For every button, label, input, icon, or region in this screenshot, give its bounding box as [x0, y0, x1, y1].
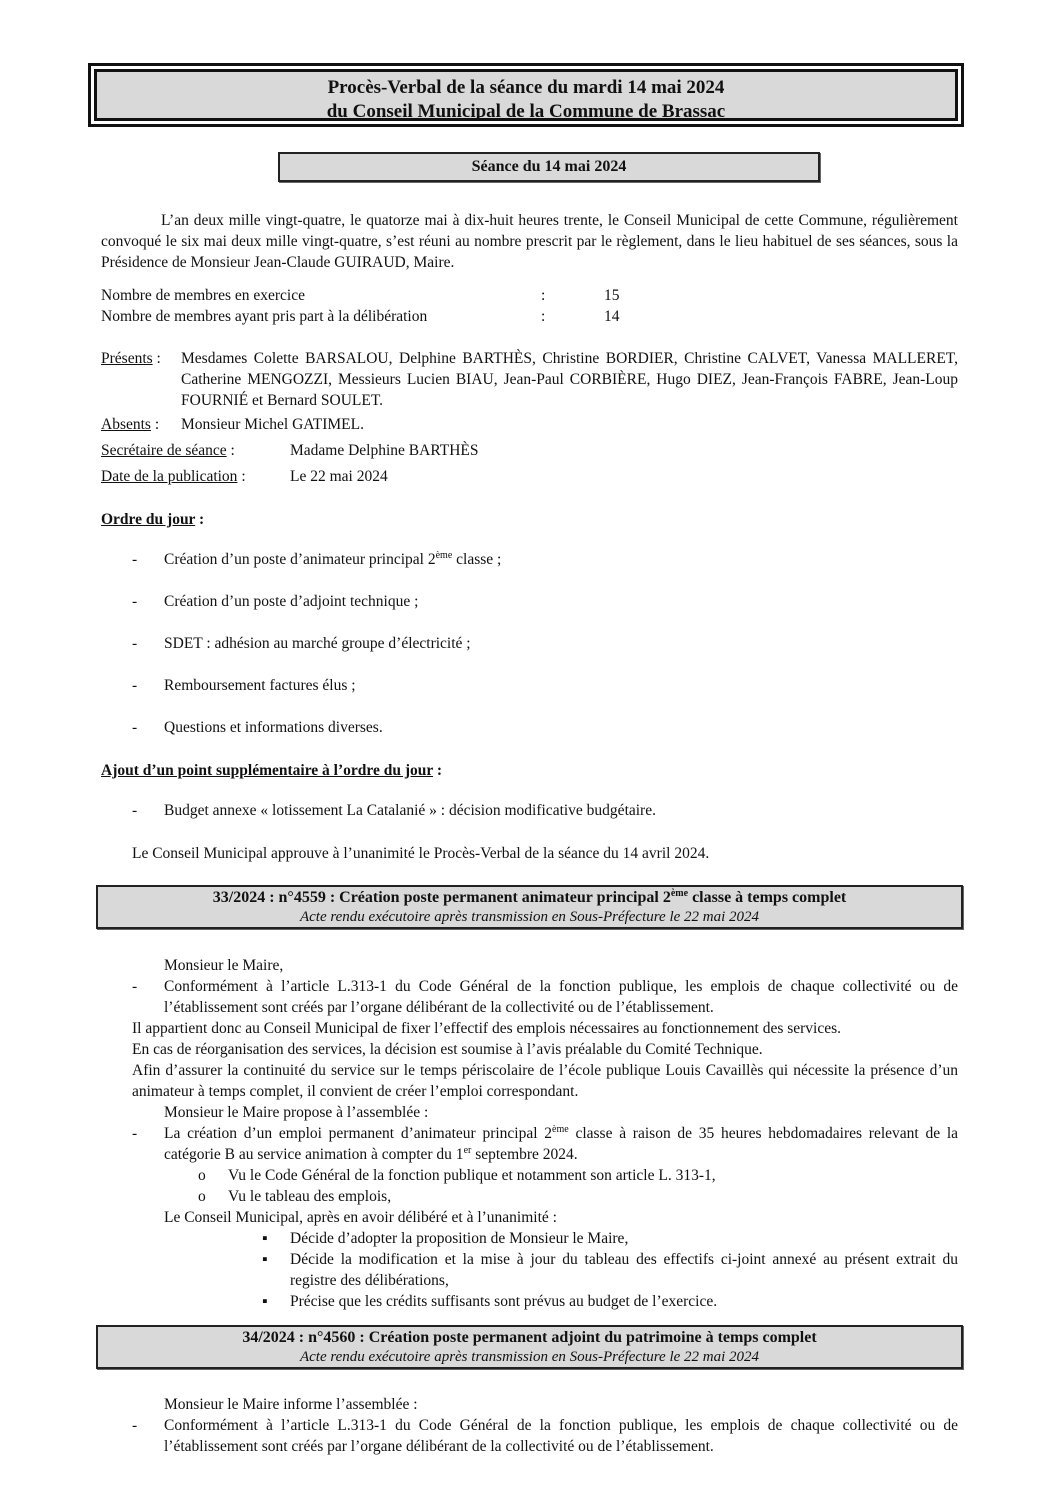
vu-item: Vu le tableau des emplois,: [228, 1188, 392, 1205]
dash-bullet-icon: -: [132, 802, 138, 819]
deliberation-34-header: [96, 1325, 963, 1369]
vu-item: Vu le Code Général de la fonction publique et notamment son article L. 313-1,: [228, 1167, 716, 1184]
ajout-heading-suffix: :: [433, 762, 443, 779]
point2-pre: La création d’un emploi permanent d’animateur principal 2: [164, 1125, 553, 1142]
absents-sep: :: [150, 416, 160, 433]
publication-label: Date de la publication: [101, 468, 238, 485]
absents-label: Absents: [101, 416, 151, 433]
dash-bullet-icon: -: [132, 1417, 138, 1434]
decision-item: Décide la modification et la mise à jour du tableau des effectifs ci-joint annexé au présent extrait du registre des délibérations,: [290, 1251, 958, 1289]
deliberation-point2: [164, 1123, 958, 1165]
dash-bullet-icon: -: [132, 978, 138, 995]
dash-bullet-icon: -: [132, 677, 138, 694]
deliberation-title: 34/2024 : n°4560 : Création poste permanent adjoint du patrimoine à temps complet: [242, 1329, 817, 1346]
ordre-item-text: Création d’un poste d’adjoint technique ;: [164, 593, 419, 610]
presents-block: [101, 348, 958, 411]
deliberation-para3: Afin d’assurer la continuité du service sur le temps périscolaire de l’école publique Louis Cavaillès qui nécessite la présence d’un animateur à temps complet, il convient de créer l’emploi correspondant.: [132, 1062, 958, 1100]
deliberation-title-pre: 33/2024 : n°4559 : Création poste permanent animateur principal 2: [212, 889, 671, 906]
title-line2: du Conseil Municipal de la Commune de Brassac: [326, 101, 726, 122]
deliberation-title-sup: ème: [670, 888, 689, 899]
secretaire-row: [101, 440, 479, 461]
ajout-item-text: Budget annexe « lotissement La Catalanié » : décision modificative budgétaire.: [164, 802, 656, 819]
deliberation-point1: Conformément à l’article L.313-1 du Code Général de la fonction publique, les emplois de chaque collectivité ou de l’établissement sont créés par l’organe délibérant de la collectivité ou de l’établissement.: [164, 978, 958, 1016]
deliberation-subtitle: Acte rendu exécutoire après transmission en Sous-Préfecture le 22 mai 2024: [299, 1349, 760, 1365]
dash-bullet-icon: -: [132, 593, 138, 610]
point2-post: septembre 2024.: [471, 1146, 578, 1163]
dash-bullet-icon: -: [132, 1125, 138, 1142]
presents-label: [101, 348, 161, 369]
intro-paragraph: L’an deux mille vingt-quatre, le quatorze mai à dix-huit heures trente, le Conseil Municipal de cette Commune, régulièrement convoqué le six mai deux mille vingt-quatre, s’est réuni au nombre prescrit par le règlement, dans le lieu habituel de ses séances, sous la Présidence de Monsieur Jean-Claude GUIRAUD, Maire.: [101, 212, 958, 271]
dash-bullet-icon: -: [132, 635, 138, 652]
deliberation-opening: Monsieur le Maire informe l’assemblée :: [164, 1396, 418, 1413]
point2-sup2: er: [463, 1145, 472, 1156]
presents-label-text: Présents: [101, 350, 153, 367]
secretaire-label: Secrétaire de séance: [101, 442, 227, 459]
decision-item: Décide d’adopter la proposition de Monsieur le Maire,: [290, 1230, 629, 1247]
point2-mid: classe à raison de 35 heures hebdomadaires relevant de la catégorie B au service animation à compter du 1: [164, 1125, 959, 1163]
deliberation-para1: Il appartient donc au Conseil Municipal de fixer l’effectif des emplois nécessaires au fonctionnement des services.: [132, 1020, 842, 1037]
absents-text: Monsieur Michel GATIMEL.: [181, 416, 364, 433]
ordre-item-text: [164, 549, 501, 570]
count-row: [101, 306, 620, 327]
deliberation-propose: Monsieur le Maire propose à l’assemblée :: [164, 1104, 429, 1121]
ordre-item-text-after: classe ;: [452, 551, 502, 568]
ordre-item-text: Remboursement factures élus ;: [164, 677, 356, 694]
circle-bullet-icon: o: [198, 1167, 206, 1184]
seance-box: Séance du 14 mai 2024: [278, 152, 820, 182]
deliberation-conseil: Le Conseil Municipal, après en avoir délibéré et à l’unanimité :: [164, 1209, 557, 1226]
presents-sep: :: [152, 350, 161, 367]
ordre-item-text: Questions et informations diverses.: [164, 719, 383, 736]
square-bullet-icon: ▪: [262, 1230, 268, 1247]
approval-text: Le Conseil Municipal approuve à l’unanimité le Procès-Verbal de la séance du 14 avril 2024.: [132, 845, 710, 862]
square-bullet-icon: ▪: [262, 1293, 268, 1310]
deliberation-title-post: classe à temps complet: [688, 889, 847, 906]
ordre-heading: [101, 509, 204, 530]
title-inner: [94, 69, 958, 121]
point2-sup: ème: [552, 1124, 569, 1135]
circle-bullet-icon: o: [198, 1188, 206, 1205]
count-sep: :: [541, 308, 546, 325]
absents-row: [101, 414, 364, 435]
count-value: 15: [604, 287, 620, 304]
ordre-item-text-main: Création d’un poste d’animateur principal 2: [164, 551, 436, 568]
count-sep: :: [541, 287, 546, 304]
ajout-heading: [101, 760, 442, 781]
dash-bullet-icon: -: [132, 719, 138, 736]
title-box: [88, 63, 964, 127]
deliberation-subtitle: Acte rendu exécutoire après transmission en Sous-Préfecture le 22 mai 2024: [299, 909, 760, 925]
count-row: [101, 285, 620, 306]
square-bullet-icon: ▪: [262, 1251, 268, 1268]
count-label: Nombre de membres ayant pris part à la délibération: [101, 308, 428, 325]
ordre-heading-suffix: :: [195, 511, 205, 528]
ordre-heading-text: Ordre du jour: [101, 511, 196, 528]
publication-sep: :: [237, 468, 246, 485]
deliberation-para2: En cas de réorganisation des services, la décision est soumise à l’avis préalable du Comité Technique.: [132, 1041, 763, 1058]
deliberation-opening: Monsieur le Maire,: [164, 957, 284, 974]
count-label: Nombre de membres en exercice: [101, 287, 305, 304]
secretaire-sep: :: [226, 442, 235, 459]
title-line1: Procès-Verbal de la séance du mardi 14 mai 2024: [327, 77, 725, 98]
presents-text: Mesdames Colette BARSALOU, Delphine BARTHÈS, Christine BORDIER, Christine CALVET, Vanessa MALLERET, Catherine MENGOZZI, Messieurs Lucien BIAU, Jean-Paul CORBIÈRE, Hugo DIEZ, Jean-François FABRE, Jean-Loup FOURNIÉ et Bernard SOULET.: [181, 350, 958, 409]
ordre-item-text: SDET : adhésion au marché groupe d’électricité ;: [164, 635, 471, 652]
secretaire-text: Madame Delphine BARTHÈS: [290, 442, 479, 459]
count-value: 14: [604, 308, 620, 325]
dash-bullet-icon: -: [132, 551, 138, 568]
ajout-heading-text: Ajout d’un point supplémentaire à l’ordre du jour: [101, 762, 434, 779]
decision-item: Précise que les crédits suffisants sont prévus au budget de l’exercice.: [290, 1293, 718, 1310]
deliberation-point1: Conformément à l’article L.313-1 du Code Général de la fonction publique, les emplois de chaque collectivité ou de l’établissement sont créés par l’organe délibérant de la collectivité ou de l’établissement.: [164, 1417, 958, 1455]
deliberation-title: [98, 887, 961, 908]
deliberation-33-header: [96, 885, 963, 929]
publication-row: [101, 466, 388, 487]
ordre-item-sup: ème: [435, 550, 453, 561]
publication-text: Le 22 mai 2024: [290, 468, 388, 485]
